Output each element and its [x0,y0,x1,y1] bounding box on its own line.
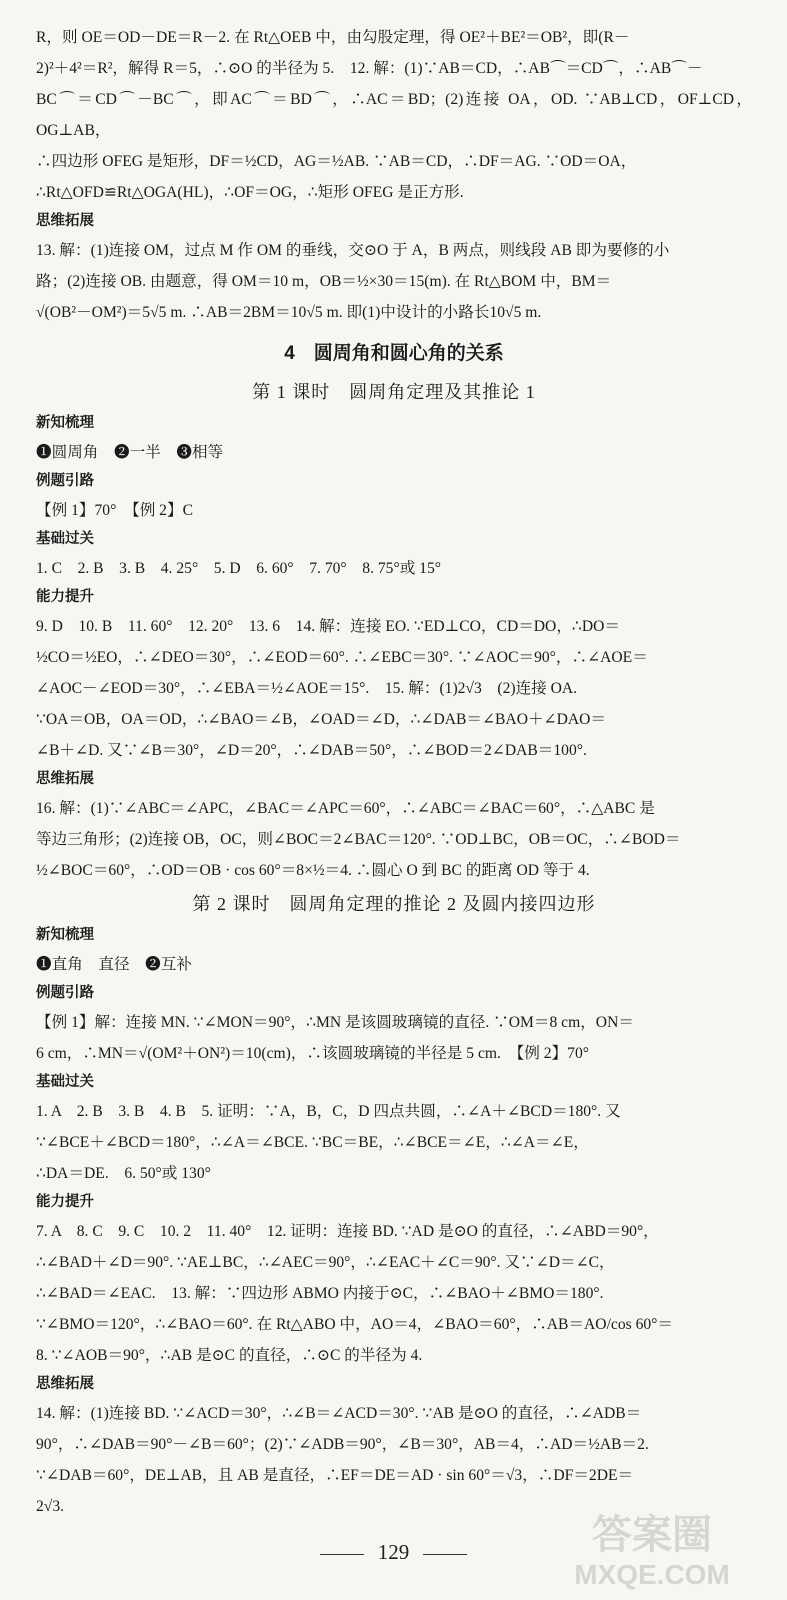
text-line: ∵OA＝OB，OA＝OD，∴∠BAO＝∠B，∠OAD＝∠D，∴∠DAB＝∠BAO＋∠DAO＝ [36,711,606,728]
text-line: ∴Rt△OFD≌Rt△OGA(HL)，∴OF＝OG，∴矩形 OFEG 是正方形. [36,184,464,201]
text-line: 90°，∴∠DAB＝90°－∠B＝60°；(2)∵∠ADB＝90°，∠B＝30°，AB＝4，∴AD＝½AB＝2. [36,1436,649,1453]
text-line: ∴四边形 OFEG 是矩形，DF＝½CD，AG＝½AB. ∵AB＝CD，∴DF＝AG. ∵OD＝OA， [36,153,637,170]
text-line: 2)²＋4²＝R²，解得 R＝5，∴⊙O 的半径为 5. 12. 解：(1)∵AB＝CD，∴AB⌒＝CD⌒，∴AB⌒－ [36,60,703,77]
answer-text-block [36,22,752,1522]
text-line: ∵∠DAB＝60°，DE⊥AB，且 AB 是直径，∴EF＝DE＝AD · sin 60°＝√3，∴DF＝2DE＝ [36,1467,634,1484]
text-line: ∠B＋∠D. 又∵∠B＝30°，∠D＝20°，∴∠DAB＝50°，∴∠BOD＝2∠DAB＝100°. [36,742,587,759]
page-number: 129 [0,1540,787,1565]
text-line: 9. D 10. B 11. 60° 12. 20° 13. 6 14. 解：连接 EO. ∵ED⊥CO，CD＝DO，∴DO＝ [36,618,620,635]
text-line: ∵∠BCE＋∠BCD＝180°，∴∠A＝∠BCE. ∵BC＝BE，∴∠BCE＝∠E，∴∠A＝∠E， [36,1134,589,1151]
section-heading: 基础过关 [36,531,94,547]
section-heading: 思维拓展 [36,771,94,787]
text-line: 1. C 2. B 3. B 4. 25° 5. D 6. 60° 7. 70° 8. 75°或 15° [36,560,442,577]
text-line: 14. 解：(1)连接 BD. ∵∠ACD＝30°，∴∠B＝∠ACD＝30°. ∵AB 是⊙O 的直径，∴∠ADB＝ [36,1405,642,1422]
text-line: ∴∠BAD＋∠D＝90°. ∵AE⊥BC，∴∠AEC＝90°，∴∠EAC＋∠C＝90°. 又∵∠D＝∠C， [36,1254,615,1271]
text-line: 6 cm，∴MN＝√(OM²＋ON²)＝10(cm)，∴该圆玻璃镜的半径是 5 cm. 【例 2】70° [36,1045,589,1062]
lesson-title: 第 1 课时 圆周角定理及其推论 1 [252,382,536,402]
section-heading: 新知梳理 [36,415,94,431]
section-heading: 能力提升 [36,1194,94,1210]
lesson-title: 第 2 课时 圆周角定理的推论 2 及圆内接四边形 [192,894,596,914]
text-line: 7. A 8. C 9. C 10. 2 11. 40° 12. 证明：连接 BD. ∵AD 是⊙O 的直径，∴∠ABD＝90°， [36,1223,659,1240]
text-line: 13. 解：(1)连接 OM，过点 M 作 OM 的垂线，交⊙O 于 A，B 两点，则线段 AB 即为要修的小 [36,242,670,259]
text-line: 16. 解：(1)∵∠ABC＝∠APC，∠BAC＝∠APC＝60°，∴∠ABC＝∠BAC＝60°，∴△ABC 是 [36,800,655,817]
answer-page [36,22,752,1522]
section-heading: 思维拓展 [36,1376,94,1392]
text-line: 【例 1】解：连接 MN. ∵∠MON＝90°，∴MN 是该圆玻璃镜的直径. ∵OM＝8 cm，ON＝ [36,1014,634,1031]
text-line: 路；(2)连接 OB. 由题意，得 OM＝10 m，OB＝½×30＝15(m). 在 Rt△BOM 中，BM＝ [36,273,612,290]
text-line: ∵∠BMO＝120°，∴∠BAO＝60°. 在 Rt△ABO 中，AO＝4，∠BAO＝60°，∴AB＝AO/cos 60°＝ [36,1316,674,1333]
text-line: R，则 OE＝OD－DE＝R－2. 在 Rt△OEB 中，由勾股定理，得 OE²＋BE²＝OB²，即(R－ [36,29,630,46]
text-line: 8. ∵∠AOB＝90°，∴AB 是⊙C 的直径，∴⊙C 的半径为 4. [36,1347,423,1364]
text-line: ½∠BOC＝60°，∴OD＝OB · cos 60°＝8×½＝4. ∴圆心 O 到 BC 的距离 OD 等于 4. [36,862,590,879]
text-line: BC⌒＝CD⌒－BC⌒，即AC⌒＝BD⌒，∴AC＝BD；(2)连接 OA，OD. ∵AB⊥CD，OF⊥CD，OG⊥AB， [36,91,752,139]
section-heading: 能力提升 [36,589,94,605]
text-line: ❶直角 直径 ❷互补 [36,956,192,973]
text-line: 2√3. [36,1498,65,1515]
section-heading: 基础过关 [36,1074,94,1090]
section-heading: 思维拓展 [36,213,94,229]
text-line: ∴∠BAD＝∠EAC. 13. 解：∵四边形 ABMO 内接于⊙C，∴∠BAO＋∠BMO＝180°. [36,1285,604,1302]
text-line: 【例 1】70° 【例 2】C [36,502,193,519]
section-heading: 例题引路 [36,473,94,489]
watermark-bottom-text: MXQE.COM [574,1559,730,1590]
section-heading: 新知梳理 [36,927,94,943]
chapter-title: 4 圆周角和圆心角的关系 [284,343,504,364]
watermark-logo [527,1500,777,1595]
text-line: ∴DA＝DE. 6. 50°或 130° [36,1165,211,1182]
text-line: ∠AOC－∠EOD＝30°，∴∠EBA＝½∠AOE＝15°. 15. 解：(1)2√3 (2)连接 OA. [36,680,578,697]
text-line: ❶圆周角 ❷一半 ❸相等 [36,444,224,461]
section-heading: 例题引路 [36,985,94,1001]
watermark-top-text: 答案圈 [592,1513,712,1557]
text-line: √(OB²－OM²)＝5√5 m. ∴AB＝2BM＝10√5 m. 即(1)中设计的小路长10√5 m. [36,304,542,321]
text-line: 1. A 2. B 3. B 4. B 5. 证明：∵A，B，C，D 四点共圆，∴∠A＋∠BCD＝180°. 又 [36,1103,621,1120]
text-line: ½CO＝½EO，∴∠DEO＝30°，∴∠EOD＝60°. ∴∠EBC＝30°. ∵∠AOC＝90°，∴∠AOE＝ [36,649,648,666]
text-line: 等边三角形；(2)连接 OB，OC，则∠BOC＝2∠BAC＝120°. ∵OD⊥BC，OB＝OC，∴∠BOD＝ [36,831,681,848]
